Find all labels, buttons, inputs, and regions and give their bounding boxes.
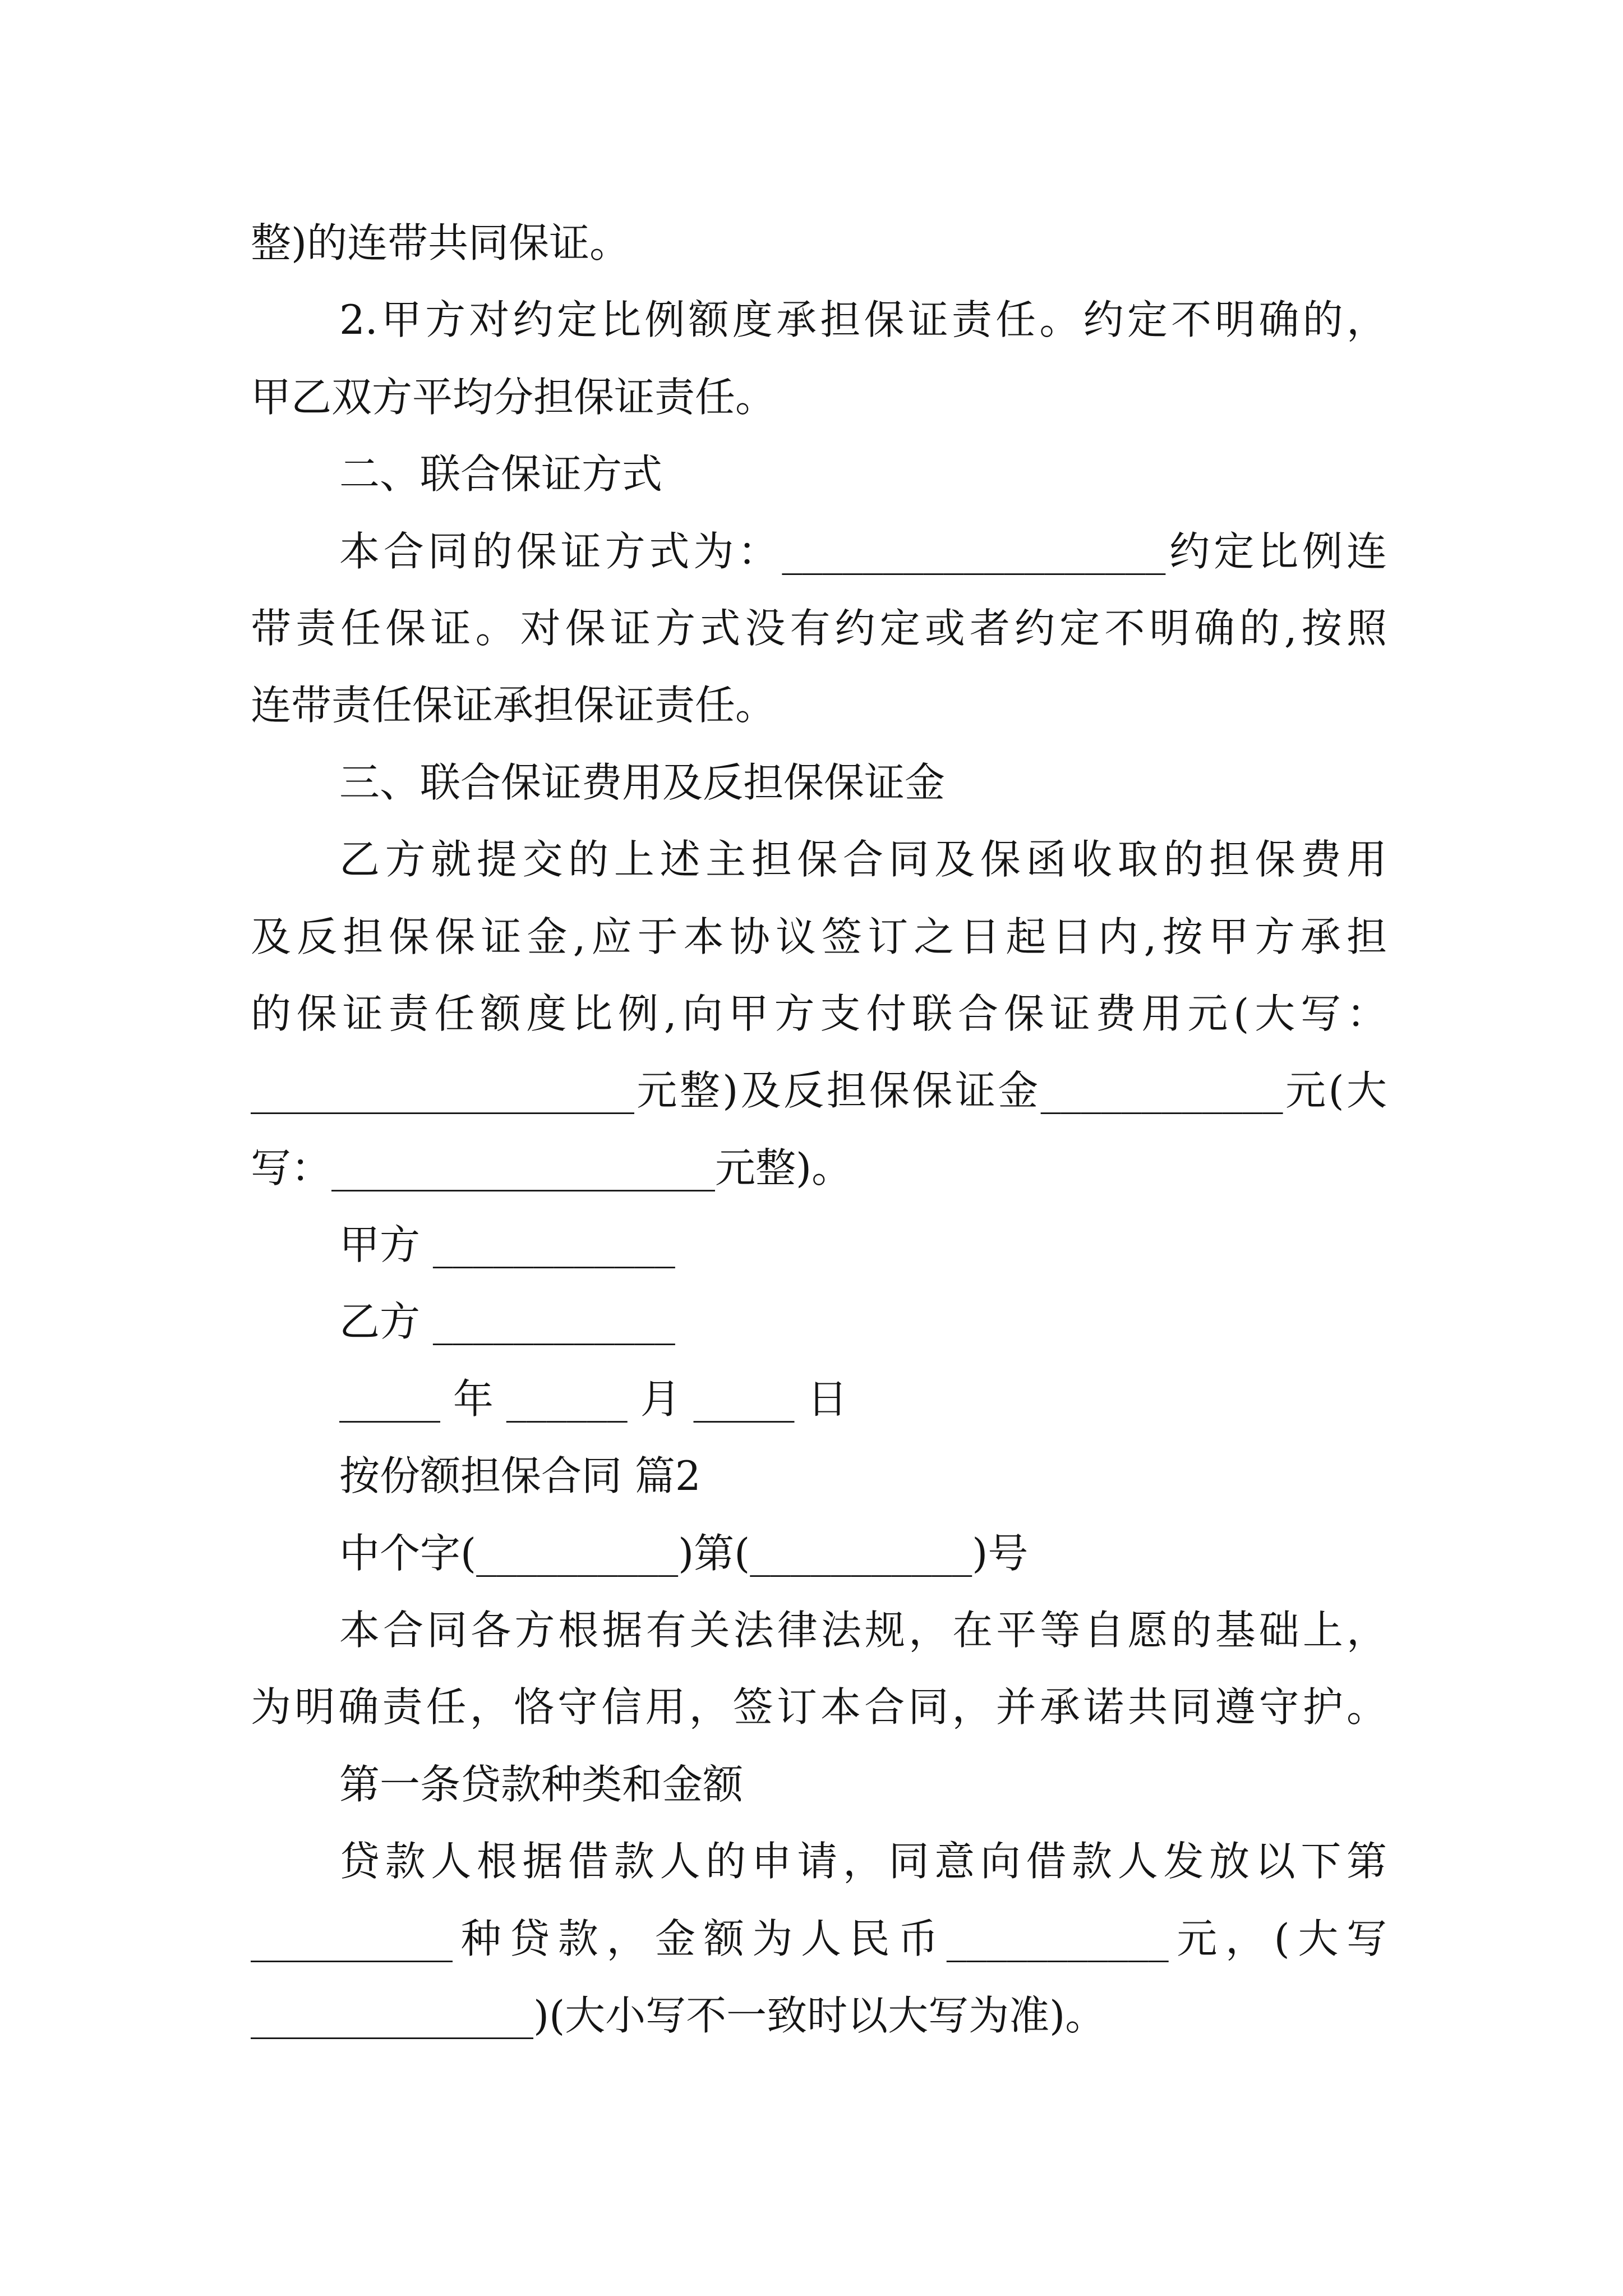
amount-blank-line: ___________________元整)及反担保保证金____________元(大 [251, 1067, 1387, 1115]
text-line: 甲乙双方平均分担保证责任。 [251, 373, 776, 421]
amount-blank-line: 写：___________________元整)。 [251, 1144, 852, 1191]
document-body [251, 205, 1387, 2054]
section-heading-guarantee-method: 二、联合保证方式 [339, 450, 663, 498]
date-line: _____ 年 ______ 月 _____ 日 [339, 1375, 848, 1423]
section-heading-fees: 三、联合保证费用及反担保保证金 [339, 758, 946, 806]
text-line: 为明确责任，恪守信用，签订本合同，并承诺共同遵守护。 [251, 1683, 1387, 1731]
text-line: 贷款人根据借款人的申请，同意向借款人发放以下第 [339, 1838, 1387, 1885]
text-line: ______________)(大小写不一致时以大写为准)。 [251, 1991, 1106, 2039]
clause-2-line: 2.甲方对约定比例额度承担保证责任。约定不明确的， [339, 296, 1387, 344]
text-line: 及反担保保证金,应于本协议签订之日起日内,按甲方承担 [251, 913, 1387, 960]
text-line: 的保证责任额度比例,向甲方支付联合保证费用元(大写： [251, 990, 1387, 1037]
party-b-signature-line: 乙方 ____________ [339, 1298, 675, 1346]
text-line: 本合同各方根据有关法律法规，在平等自愿的基础上， [339, 1607, 1387, 1654]
article-heading: 第一条贷款种类和金额 [339, 1760, 744, 1808]
text-line: 带责任保证。对保证方式没有约定或者约定不明确的,按照 [251, 604, 1387, 652]
guarantee-method-line: 本合同的保证方式为：___________________约定比例连 [339, 527, 1387, 575]
document-section-title: 按份额担保合同 篇2 [339, 1452, 701, 1500]
text-line: 乙方就提交的上述主担保合同及保函收取的担保费用 [339, 836, 1387, 884]
contract-number-line: 中个字(__________)第(___________)号 [339, 1529, 1029, 1577]
loan-amount-blank-line: __________种贷款，金额为人民币___________元，(大写 [251, 1915, 1387, 1962]
text-line: 连带责任保证承担保证责任。 [251, 682, 776, 729]
party-a-signature-line: 甲方 ____________ [339, 1221, 675, 1269]
text-line: 整)的连带共同保证。 [251, 219, 630, 266]
